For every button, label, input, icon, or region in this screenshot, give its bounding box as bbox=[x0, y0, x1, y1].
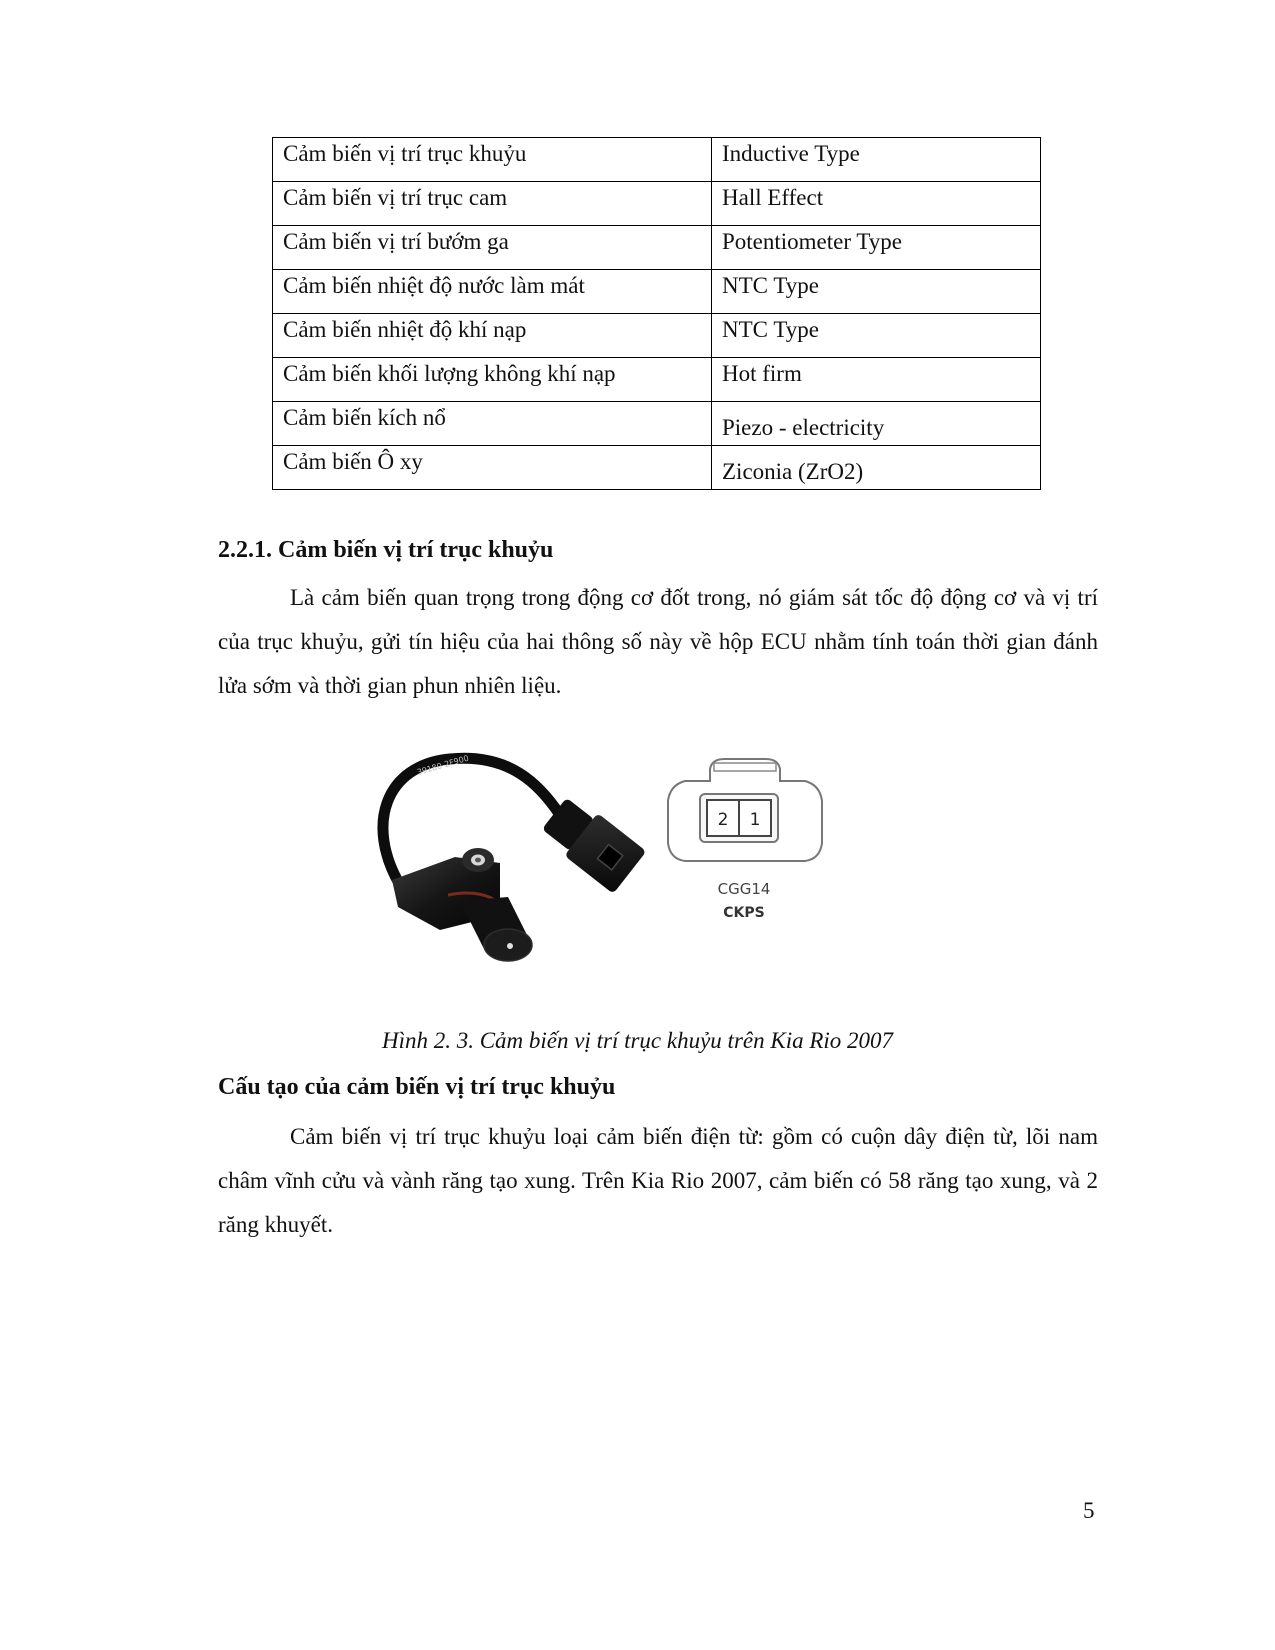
connector-name: CKPS bbox=[723, 905, 765, 921]
sensor-name-cell: Cảm biến Ô xy bbox=[273, 446, 712, 490]
sensor-name-cell: Cảm biến kích nổ bbox=[273, 402, 712, 446]
structure-paragraph: Cảm biến vị trí trục khuỷu loại cảm biến điện từ: gồm có cuộn dây điện từ, lõi nam châm vĩnh cửu và vành răng tạo xung. Trên Kia Rio 2007, cảm biến có 58 răng tạo xung, và 2 răng khuyết. bbox=[218, 1124, 1098, 1237]
pin-1-label: 1 bbox=[749, 810, 761, 830]
table-row bbox=[273, 446, 1041, 490]
table-row bbox=[273, 138, 1041, 182]
connector-diagram bbox=[668, 759, 822, 921]
sensor-name-cell: Cảm biến vị trí trục cam bbox=[273, 182, 712, 226]
sensor-type-cell: Inductive Type bbox=[712, 138, 1041, 182]
sensor-type-cell: Ziconia (ZrO2) bbox=[712, 446, 1041, 490]
sensor-name-cell: Cảm biến vị trí trục khuỷu bbox=[273, 138, 712, 182]
table-row bbox=[273, 182, 1041, 226]
sensor-name-cell: Cảm biến nhiệt độ khí nạp bbox=[273, 314, 712, 358]
sensor-type-cell: Piezo - electricity bbox=[712, 402, 1041, 446]
section-paragraph: Là cảm biến quan trọng trong động cơ đốt trong, nó giám sát tốc độ động cơ và vị trí của trục khuỷu, gửi tín hiệu của hai thông số này về hộp ECU nhằm tính toán thời gian đánh lửa sớm và thời gian phun nhiên liệu. bbox=[218, 585, 1098, 698]
sensor-type-cell: Potentiometer Type bbox=[712, 226, 1041, 270]
sensor-body bbox=[392, 848, 532, 961]
table-row bbox=[273, 226, 1041, 270]
table-row bbox=[273, 358, 1041, 402]
sensor-name-cell: Cảm biến khối lượng không khí nạp bbox=[273, 358, 712, 402]
pin-2-label: 2 bbox=[717, 810, 729, 830]
sensor-type-cell: NTC Type bbox=[712, 314, 1041, 358]
sensor-name-cell: Cảm biến vị trí bướm ga bbox=[273, 226, 712, 270]
section-heading: 2.2.1. Cảm biến vị trí trục khuỷu bbox=[218, 537, 554, 563]
sensor-table bbox=[272, 137, 1041, 490]
page-number: 5 bbox=[1083, 1498, 1095, 1523]
sensor-type-cell: Hall Effect bbox=[712, 182, 1041, 226]
connector-code: CGG14 bbox=[717, 880, 771, 898]
sensor-type-cell: NTC Type bbox=[712, 270, 1041, 314]
sensor-type-cell: Hot firm bbox=[712, 358, 1041, 402]
table-row bbox=[273, 314, 1041, 358]
structure-heading: Cấu tạo của cảm biến vị trí trục khuỷu bbox=[218, 1074, 616, 1100]
figure-caption: Hình 2. 3. Cảm biến vị trí trục khuỷu trên Kia Rio 2007 bbox=[381, 1028, 894, 1053]
cable-marking: 39180-2F900 bbox=[416, 753, 470, 777]
crankshaft-sensor-figure bbox=[360, 745, 880, 985]
table-row bbox=[273, 402, 1041, 446]
sensor-name-cell: Cảm biến nhiệt độ nước làm mát bbox=[273, 270, 712, 314]
figure bbox=[360, 745, 880, 985]
table-row bbox=[273, 270, 1041, 314]
sensor-photo bbox=[383, 754, 646, 961]
